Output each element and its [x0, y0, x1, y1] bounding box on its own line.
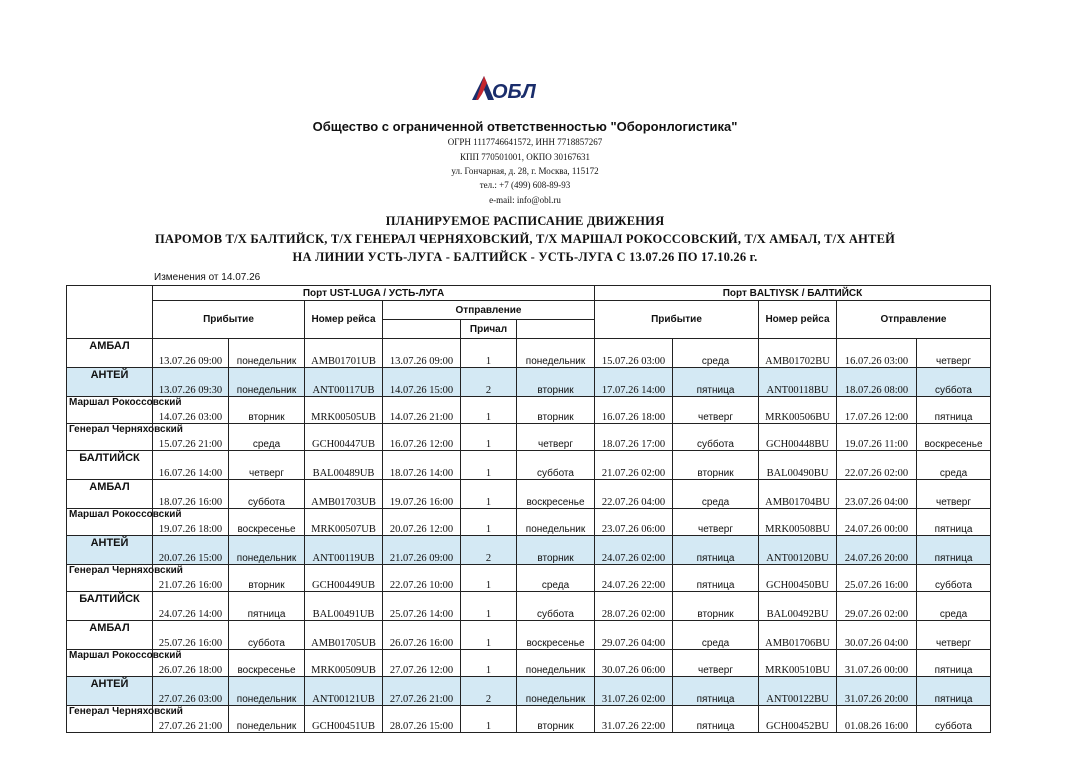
b-voyage-number: AMB01702BU [759, 339, 837, 368]
ul-departure-day: понедельник [517, 509, 595, 536]
ul-departure-day: среда [517, 565, 595, 592]
b-departure-day: воскресенье [917, 424, 991, 451]
ul-dep-day-blank-cell [517, 320, 595, 339]
b-arrival-header: Прибытие [595, 301, 759, 339]
ul-departure-day: вторник [517, 368, 595, 397]
ul-arrival-day: понедельник [229, 368, 305, 397]
ul-departure-day: понедельник [517, 677, 595, 706]
ship-header-cell [67, 286, 153, 339]
berth-number: 1 [461, 565, 517, 592]
ul-voyage-number: ANT00117UB [305, 368, 383, 397]
company-phone: тел.: +7 (499) 608-89-93 [479, 180, 571, 190]
ul-arrival-day: понедельник [229, 339, 305, 368]
ul-arrival-day: вторник [229, 397, 305, 424]
ship-name: Генерал Черняховский [67, 565, 153, 592]
b-departure-day: пятница [917, 397, 991, 424]
ul-voyage-number: GCH00449UB [305, 565, 383, 592]
b-departure-day: пятница [917, 509, 991, 536]
b-voyage-number: AMB01704BU [759, 480, 837, 509]
schedule-title-1: ПЛАНИРУЕМОЕ РАСПИСАНИЕ ДВИЖЕНИЯ [385, 214, 665, 228]
b-voyage-number: ANT00122BU [759, 677, 837, 706]
ul-arrival-time: 15.07.26 21:00 [153, 424, 229, 451]
b-departure-time: 01.08.26 16:00 [837, 706, 917, 733]
ul-voyage-number: ANT00119UB [305, 536, 383, 565]
b-departure-day: четверг [917, 621, 991, 650]
berth-number: 2 [461, 677, 517, 706]
b-arrival-day: пятница [673, 677, 759, 706]
ul-arrival-time: 13.07.26 09:00 [153, 339, 229, 368]
ship-name: Маршал Рокоссовский [67, 650, 153, 677]
table-row [67, 650, 991, 677]
ul-voyage-number: BAL00491UB [305, 592, 383, 621]
ul-arrival-day: суббота [229, 480, 305, 509]
b-arrival-day: пятница [673, 368, 759, 397]
ul-departure-day: суббота [517, 451, 595, 480]
b-arrival-time: 31.07.26 22:00 [595, 706, 673, 733]
ship-name: АМБАЛ [67, 621, 153, 650]
ship-name: Генерал Черняховский [67, 706, 153, 733]
b-arrival-time: 24.07.26 02:00 [595, 536, 673, 565]
b-arrival-time: 29.07.26 04:00 [595, 621, 673, 650]
company-address: ул. Гончарная, д. 28, г. Москва, 115172 [451, 166, 599, 176]
ul-arrival-time: 14.07.26 03:00 [153, 397, 229, 424]
ul-arrival-day: воскресенье [229, 509, 305, 536]
b-arrival-time: 16.07.26 18:00 [595, 397, 673, 424]
b-voyage-number: ANT00120BU [759, 536, 837, 565]
table-row [67, 451, 991, 480]
ul-departure-day: четверг [517, 424, 595, 451]
ul-departure-day: воскресенье [517, 621, 595, 650]
b-departure-time: 24.07.26 20:00 [837, 536, 917, 565]
ul-departure-header: Отправление [383, 301, 595, 320]
table-row [67, 592, 991, 621]
ship-name: Маршал Рокоссовский [67, 509, 153, 536]
b-voyage-number: GCH00452BU [759, 706, 837, 733]
b-departure-time: 24.07.26 00:00 [837, 509, 917, 536]
b-voyage-number: MRK00508BU [759, 509, 837, 536]
ul-departure-time: 19.07.26 16:00 [383, 480, 461, 509]
table-row [67, 480, 991, 509]
ul-voyage-number: MRK00509UB [305, 650, 383, 677]
b-voyage-number: MRK00510BU [759, 650, 837, 677]
ul-departure-day: вторник [517, 706, 595, 733]
b-departure-day: четверг [917, 480, 991, 509]
ul-arrival-day: вторник [229, 565, 305, 592]
ul-voyage-number: MRK00505UB [305, 397, 383, 424]
ul-voyage-number: MRK00507UB [305, 509, 383, 536]
b-departure-time: 22.07.26 02:00 [837, 451, 917, 480]
b-departure-time: 16.07.26 03:00 [837, 339, 917, 368]
ul-arrival-day: понедельник [229, 536, 305, 565]
berth-number: 1 [461, 397, 517, 424]
ul-departure-time: 18.07.26 14:00 [383, 451, 461, 480]
logo-star-icon [470, 70, 570, 106]
b-voyage-number: GCH00450BU [759, 565, 837, 592]
b-departure-day: суббота [917, 565, 991, 592]
ship-name: АНТЕЙ [67, 536, 153, 565]
ul-departure-time: 27.07.26 21:00 [383, 677, 461, 706]
b-departure-time: 30.07.26 04:00 [837, 621, 917, 650]
table-row [67, 565, 991, 592]
b-voyage-number: ANT00118BU [759, 368, 837, 397]
ul-arrival-time: 20.07.26 15:00 [153, 536, 229, 565]
ship-name: АМБАЛ [67, 339, 153, 368]
b-arrival-time: 31.07.26 02:00 [595, 677, 673, 706]
ship-name: Генерал Черняховский [67, 424, 153, 451]
changes-note: Изменения от 14.07.26 [154, 272, 261, 283]
ship-name: БАЛТИЙСК [67, 451, 153, 480]
ul-departure-day: суббота [517, 592, 595, 621]
b-voyage-number: BAL00490BU [759, 451, 837, 480]
ul-arrival-day: четверг [229, 451, 305, 480]
b-departure-day: четверг [917, 339, 991, 368]
b-arrival-time: 28.07.26 02:00 [595, 592, 673, 621]
schedule-table [66, 285, 991, 733]
ul-arrival-time: 27.07.26 21:00 [153, 706, 229, 733]
ship-name: АНТЕЙ [67, 368, 153, 397]
b-voyage-number: BAL00492BU [759, 592, 837, 621]
ul-departure-time: 22.07.26 10:00 [383, 565, 461, 592]
ul-voyage-number: GCH00451UB [305, 706, 383, 733]
berth-number: 1 [461, 480, 517, 509]
ul-voyage-header: Номер рейса [305, 301, 383, 339]
b-departure-time: 23.07.26 04:00 [837, 480, 917, 509]
b-arrival-time: 24.07.26 22:00 [595, 565, 673, 592]
port-baltiysk-header: Порт BALTIYSK / БАЛТИЙСК [595, 286, 991, 301]
table-row [67, 424, 991, 451]
ul-arrival-time: 24.07.26 14:00 [153, 592, 229, 621]
table-row [67, 706, 991, 733]
berth-number: 2 [461, 536, 517, 565]
b-arrival-time: 30.07.26 06:00 [595, 650, 673, 677]
ship-name: АНТЕЙ [67, 677, 153, 706]
b-arrival-time: 15.07.26 03:00 [595, 339, 673, 368]
b-voyage-number: GCH00448BU [759, 424, 837, 451]
table-row [67, 509, 991, 536]
table-row [67, 677, 991, 706]
ul-voyage-number: BAL00489UB [305, 451, 383, 480]
ship-name: Маршал Рокоссовский [67, 397, 153, 424]
berth-number: 1 [461, 339, 517, 368]
ul-arrival-time: 13.07.26 09:30 [153, 368, 229, 397]
b-arrival-day: суббота [673, 424, 759, 451]
ul-arrival-day: понедельник [229, 677, 305, 706]
ul-arrival-time: 26.07.26 18:00 [153, 650, 229, 677]
ul-arrival-time: 27.07.26 03:00 [153, 677, 229, 706]
ul-departure-time: 20.07.26 12:00 [383, 509, 461, 536]
b-departure-day: суббота [917, 368, 991, 397]
ul-departure-time: 28.07.26 15:00 [383, 706, 461, 733]
b-arrival-day: пятница [673, 536, 759, 565]
ul-arrival-time: 18.07.26 16:00 [153, 480, 229, 509]
b-arrival-day: вторник [673, 592, 759, 621]
b-departure-time: 17.07.26 12:00 [837, 397, 917, 424]
b-departure-day: среда [917, 592, 991, 621]
b-arrival-time: 21.07.26 02:00 [595, 451, 673, 480]
ul-arrival-day: пятница [229, 592, 305, 621]
ul-arrival-time: 19.07.26 18:00 [153, 509, 229, 536]
ul-departure-time: 21.07.26 09:00 [383, 536, 461, 565]
ul-arrival-day: среда [229, 424, 305, 451]
ul-departure-day: вторник [517, 536, 595, 565]
ul-departure-day: понедельник [517, 650, 595, 677]
b-voyage-number: AMB01706BU [759, 621, 837, 650]
ul-departure-day: понедельник [517, 339, 595, 368]
company-name: Общество с ограниченной ответственностью "Оборонлогистика" [312, 119, 738, 134]
berth-number: 1 [461, 509, 517, 536]
table-row [67, 397, 991, 424]
b-departure-time: 19.07.26 11:00 [837, 424, 917, 451]
b-voyage-number: MRK00506BU [759, 397, 837, 424]
ul-arrival-day: суббота [229, 621, 305, 650]
b-arrival-day: пятница [673, 706, 759, 733]
berth-number: 1 [461, 650, 517, 677]
berth-number: 1 [461, 451, 517, 480]
b-arrival-day: среда [673, 339, 759, 368]
ul-voyage-number: GCH00447UB [305, 424, 383, 451]
ul-arrival-day: понедельник [229, 706, 305, 733]
ul-departure-day: вторник [517, 397, 595, 424]
b-arrival-day: вторник [673, 451, 759, 480]
berth-number: 1 [461, 621, 517, 650]
b-departure-day: суббота [917, 706, 991, 733]
b-departure-day: пятница [917, 536, 991, 565]
b-departure-day: пятница [917, 677, 991, 706]
b-departure-time: 31.07.26 00:00 [837, 650, 917, 677]
ul-arrival-time: 25.07.26 16:00 [153, 621, 229, 650]
table-row [67, 536, 991, 565]
table-row [67, 339, 991, 368]
schedule-title-2: ПАРОМОВ Т/Х БАЛТИЙСК, Т/Х ГЕНЕРАЛ ЧЕРНЯХОВСКИЙ, Т/Х МАРШАЛ РОКОССОВСКИЙ, Т/Х АМБАЛ, Т/Х АНТЕЙ [154, 232, 896, 246]
b-departure-time: 25.07.26 16:00 [837, 565, 917, 592]
company-email: e-mail: info@obl.ru [489, 195, 561, 205]
ul-voyage-number: AMB01705UB [305, 621, 383, 650]
ul-departure-time: 13.07.26 09:00 [383, 339, 461, 368]
company-ogrn: ОГРН 1117746641572, ИНН 7718857267 [447, 137, 603, 147]
ul-arrival-time: 16.07.26 14:00 [153, 451, 229, 480]
company-kpp: КПП 770501001, ОКПО 30167631 [459, 152, 590, 162]
ship-name: БАЛТИЙСК [67, 592, 153, 621]
ul-voyage-number: AMB01701UB [305, 339, 383, 368]
b-arrival-time: 22.07.26 04:00 [595, 480, 673, 509]
ul-voyage-number: ANT00121UB [305, 677, 383, 706]
ul-departure-day: воскресенье [517, 480, 595, 509]
b-arrival-day: четверг [673, 509, 759, 536]
table-row [67, 621, 991, 650]
ul-arrival-time: 21.07.26 16:00 [153, 565, 229, 592]
ul-dep-blank-cell [383, 320, 461, 339]
ul-arrival-header: Прибытие [153, 301, 305, 339]
ul-departure-time: 14.07.26 21:00 [383, 397, 461, 424]
logo-text: ОБЛ [492, 81, 536, 103]
b-arrival-day: четверг [673, 397, 759, 424]
b-departure-day: среда [917, 451, 991, 480]
berth-number: 1 [461, 424, 517, 451]
berth-number: 1 [461, 592, 517, 621]
b-arrival-time: 23.07.26 06:00 [595, 509, 673, 536]
ul-departure-time: 16.07.26 12:00 [383, 424, 461, 451]
ul-departure-time: 26.07.26 16:00 [383, 621, 461, 650]
ship-name: АМБАЛ [67, 480, 153, 509]
schedule-title-3: НА ЛИНИИ УСТЬ-ЛУГА - БАЛТИЙСК - УСТЬ-ЛУГА С 13.07.26 ПО 17.10.26 г. [292, 250, 758, 264]
b-departure-time: 29.07.26 02:00 [837, 592, 917, 621]
ul-departure-time: 25.07.26 14:00 [383, 592, 461, 621]
ul-departure-time: 27.07.26 12:00 [383, 650, 461, 677]
b-arrival-day: среда [673, 480, 759, 509]
b-departure-day: пятница [917, 650, 991, 677]
port-ust-luga-header: Порт UST-LUGA / УСТЬ-ЛУГА [153, 286, 595, 301]
b-arrival-day: четверг [673, 650, 759, 677]
ul-voyage-number: AMB01703UB [305, 480, 383, 509]
b-arrival-time: 17.07.26 14:00 [595, 368, 673, 397]
berth-header: Причал [461, 320, 517, 339]
table-row [67, 368, 991, 397]
ul-departure-time: 14.07.26 15:00 [383, 368, 461, 397]
b-voyage-header: Номер рейса [759, 301, 837, 339]
b-arrival-time: 18.07.26 17:00 [595, 424, 673, 451]
berth-number: 2 [461, 368, 517, 397]
b-arrival-day: пятница [673, 565, 759, 592]
b-departure-header: Отправление [837, 301, 991, 339]
b-arrival-day: среда [673, 621, 759, 650]
b-departure-time: 18.07.26 08:00 [837, 368, 917, 397]
b-departure-time: 31.07.26 20:00 [837, 677, 917, 706]
berth-number: 1 [461, 706, 517, 733]
ul-arrival-day: воскресенье [229, 650, 305, 677]
company-logo [470, 70, 570, 106]
